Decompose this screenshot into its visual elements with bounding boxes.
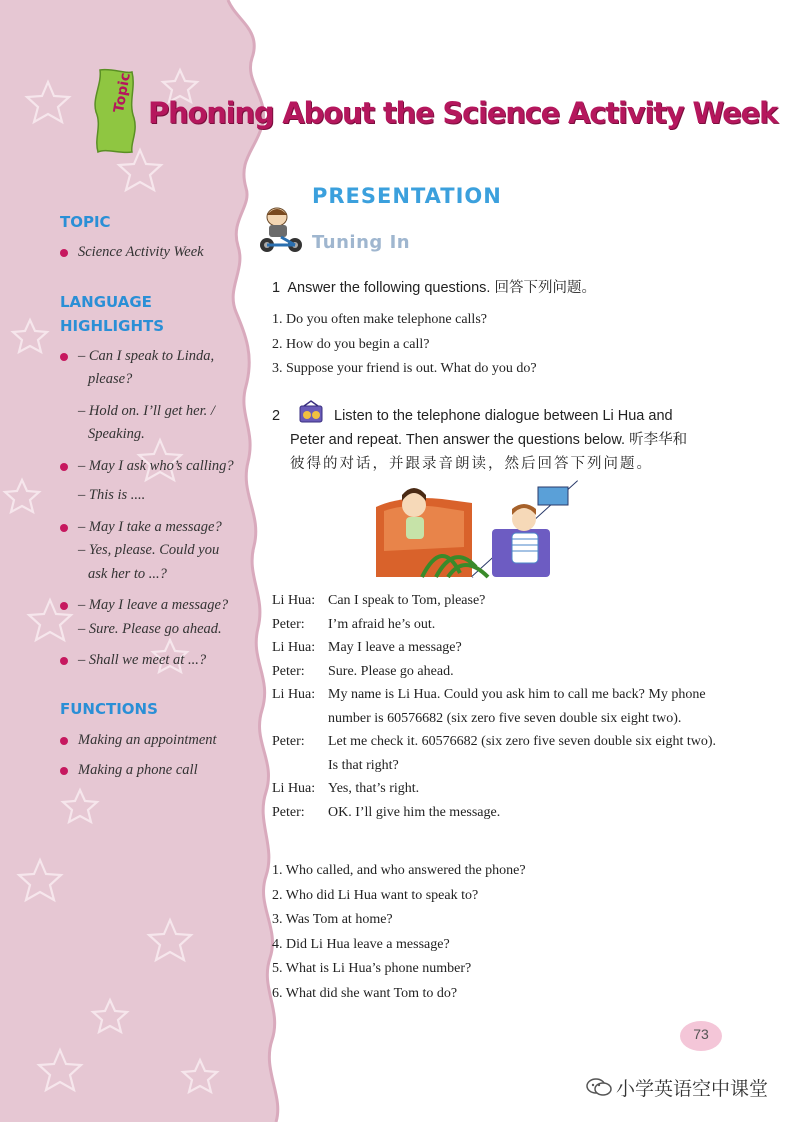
bullet-icon xyxy=(60,353,68,361)
speaker: Peter: xyxy=(272,663,305,679)
bullet-icon xyxy=(60,657,68,665)
speaker: Li Hua: xyxy=(272,593,316,608)
highlights-heading: HIGHLIGHTS xyxy=(60,317,165,335)
dialogue-line xyxy=(272,683,722,730)
instruction-line: Peter and repeat. Then answer the questions below. 听李华和 xyxy=(290,432,688,448)
utterance: Can I speak to Tom, please? xyxy=(328,593,486,608)
list-item: 1. Who called, and who answered the phone? xyxy=(272,863,526,878)
list-item: 5. What is Li Hua’s phone number? xyxy=(272,961,472,976)
section-heading: PRESENTATION xyxy=(312,184,502,208)
exercise1-text: Answer the following questions. 回答下列问题。 xyxy=(287,280,596,296)
highlight-line: ask her to ...? xyxy=(88,566,167,582)
highlight-line: – Can I speak to Linda, xyxy=(78,348,215,364)
speaker: Peter: xyxy=(272,616,305,632)
dialogue xyxy=(272,589,722,824)
svg-text:Topic: Topic xyxy=(111,71,134,115)
exercise1-questions xyxy=(272,308,537,382)
bullet-icon xyxy=(60,463,68,471)
highlight-line: – Shall we meet at ...? xyxy=(78,652,207,668)
highlight-line: Speaking. xyxy=(88,426,145,442)
utterance: Yes, that’s right. xyxy=(328,781,420,796)
bullet-icon xyxy=(60,249,68,257)
instruction-line: Listen to the telephone dialogue between Li Hua and xyxy=(334,408,673,424)
subsection-heading: Tuning In xyxy=(312,232,411,253)
unit-title: Phoning About the Science Activity Week xyxy=(148,96,778,130)
speaker: Peter: xyxy=(272,734,305,749)
speaker: Li Hua: xyxy=(272,781,316,796)
functions-heading: FUNCTIONS xyxy=(60,700,158,718)
dialogue-line xyxy=(272,636,722,660)
utterance: I’m afraid he’s out. xyxy=(328,616,436,632)
list-item: 3. Suppose your friend is out. What do you do? xyxy=(272,361,537,376)
topic-item: Science Activity Week xyxy=(78,244,204,260)
highlight-line: – This is .... xyxy=(78,487,146,503)
dialogue-line xyxy=(272,730,722,777)
phone-call-illustration xyxy=(372,477,578,583)
list-item: 2. Who did Li Hua want to speak to? xyxy=(272,887,479,903)
highlight-line: – Hold on. I’ll get her. / xyxy=(78,403,215,419)
unit-badge-icon xyxy=(92,68,138,154)
function-item: Making a phone call xyxy=(78,762,198,778)
instruction-line: 彼得的对话，并跟录音朗读，然后回答下列问题。 xyxy=(290,456,653,472)
highlight-line: – May I ask who’s calling? xyxy=(78,458,234,474)
speaker: Li Hua: xyxy=(272,640,316,655)
highlight-line: – Sure. Please go ahead. xyxy=(78,621,222,637)
function-item: Making an appointment xyxy=(78,732,217,748)
speaker: Peter: xyxy=(272,804,305,820)
utterance: Let me check it. 60576682 (six zero five seven double six eight two). Is that right? xyxy=(328,734,717,773)
dialogue-line xyxy=(272,613,722,637)
language-heading: LANGUAGE xyxy=(60,293,152,311)
list-item: 1. Do you often make telephone calls? xyxy=(272,312,487,327)
dialogue-line xyxy=(272,801,722,825)
highlight-line: – May I leave a message? xyxy=(78,597,229,613)
list-item: 2. How do you begin a call? xyxy=(272,336,430,352)
utterance: May I leave a message? xyxy=(328,640,462,655)
highlight-line: please? xyxy=(88,371,133,387)
page-number: 73 xyxy=(693,1026,709,1042)
highlight-line: – Yes, please. Could you xyxy=(78,542,220,558)
topic-heading: TOPIC xyxy=(60,213,111,231)
dialogue-line xyxy=(272,660,722,684)
speaker: Li Hua: xyxy=(272,687,316,702)
list-item: 6. What did she want Tom to do? xyxy=(272,985,458,1001)
watermark-text: 小学英语空中课堂 xyxy=(616,1078,769,1100)
chat-logo-icon xyxy=(586,1077,612,1097)
dialogue-line xyxy=(272,777,722,801)
audio-recorder-icon xyxy=(296,400,326,424)
list-item: 4. Did Li Hua leave a message? xyxy=(272,936,450,952)
exercise1-instruction xyxy=(272,276,596,297)
exercise2-number: 2 xyxy=(272,408,281,424)
highlight-line: – May I take a message? xyxy=(78,519,222,535)
utterance: Sure. Please go ahead. xyxy=(328,663,454,679)
mascot-icon xyxy=(255,205,311,253)
utterance: OK. I’ll give him the message. xyxy=(328,804,501,820)
exercise2-questions xyxy=(272,859,526,1006)
bullet-icon xyxy=(60,524,68,532)
bullet-icon xyxy=(60,737,68,745)
utterance: My name is Li Hua. Could you ask him to call me back? My phone number is 60576682 (six zero five seven double six eight two). xyxy=(328,687,706,726)
list-item: 3. Was Tom at home? xyxy=(272,912,393,927)
bullet-icon xyxy=(60,767,68,775)
exercise1-number: 1 xyxy=(272,280,281,296)
bullet-icon xyxy=(60,602,68,610)
dialogue-line xyxy=(272,589,722,613)
